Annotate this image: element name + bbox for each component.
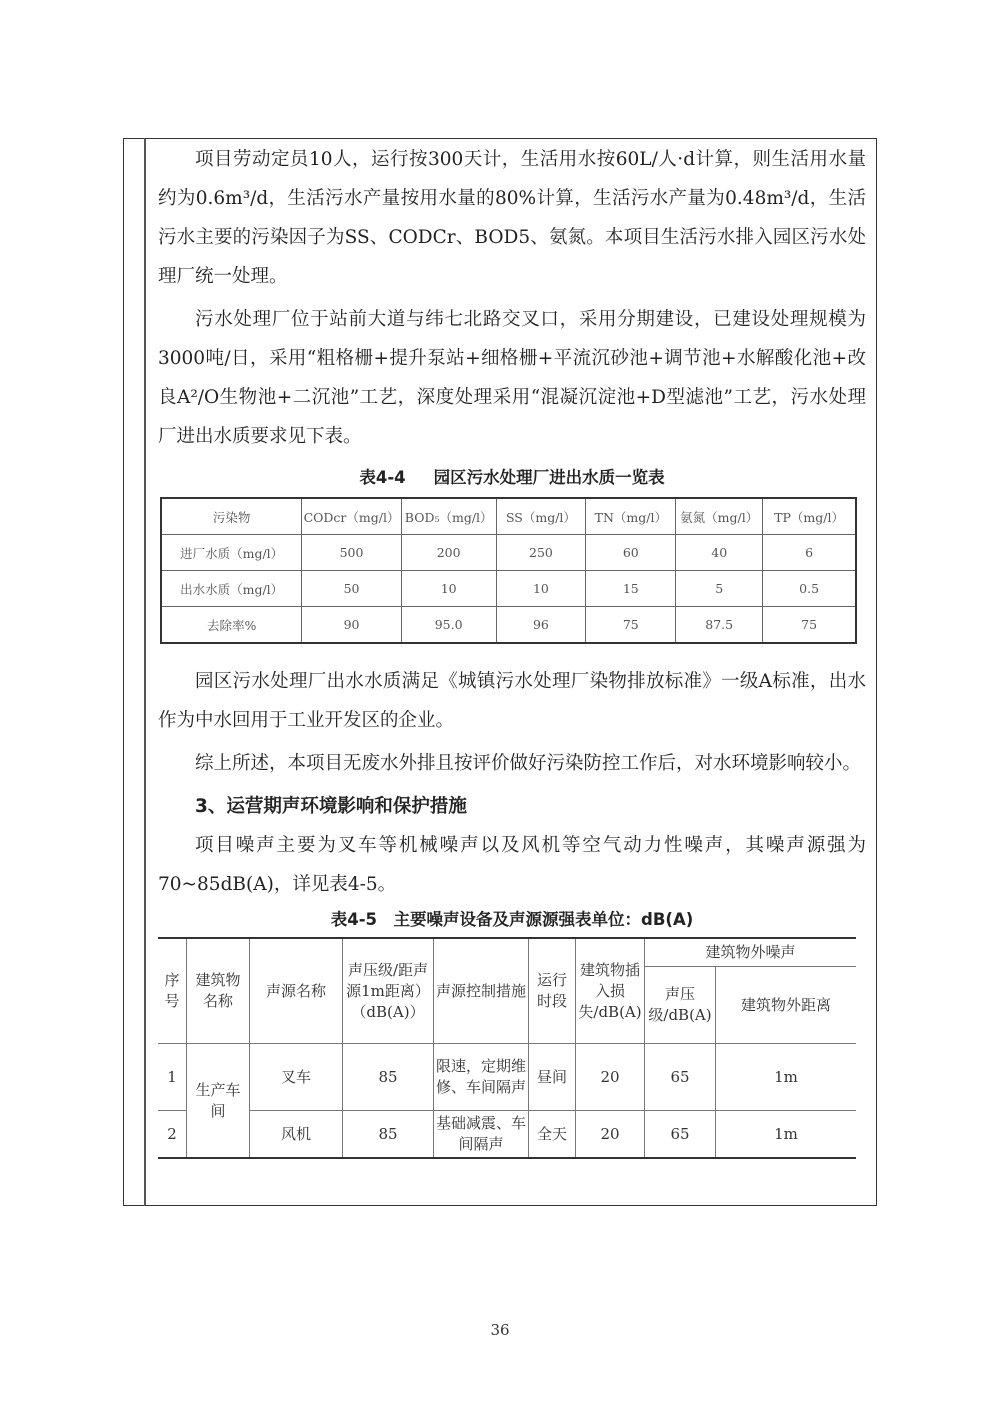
header-cell-source: 声源名称 bbox=[250, 938, 343, 1044]
header-cell: 污染物 bbox=[161, 498, 302, 535]
header-cell-period: 运行时段 bbox=[529, 938, 576, 1044]
table-4-4-title: 园区污水处理厂进出水质一览表 bbox=[433, 468, 665, 487]
table-cell: 250 bbox=[496, 535, 586, 571]
table-cell: 95.0 bbox=[401, 607, 496, 644]
cell-no: 1 bbox=[158, 1044, 187, 1111]
cell-out-dist: 1m bbox=[716, 1044, 857, 1111]
table-header-row bbox=[158, 938, 856, 967]
table-cell: 87.5 bbox=[676, 607, 763, 644]
document-content bbox=[158, 140, 866, 1159]
section-heading-noise: 3、运营期声环境影响和保护措施 bbox=[195, 796, 467, 817]
cell-loss: 20 bbox=[576, 1111, 645, 1159]
table-cell: 200 bbox=[401, 535, 496, 571]
table-row bbox=[161, 535, 856, 571]
page-number: 36 bbox=[490, 1321, 510, 1339]
table-cell: 0.5 bbox=[763, 571, 856, 607]
row-label: 进厂水质（mg/l） bbox=[161, 535, 302, 571]
header-cell-no: 序号 bbox=[158, 938, 187, 1044]
table-cell: 500 bbox=[302, 535, 402, 571]
header-cell-building: 建筑物名称 bbox=[187, 938, 250, 1044]
cell-building: 生产车间 bbox=[187, 1044, 250, 1159]
header-cell: SS（mg/l） bbox=[496, 498, 586, 535]
table-row bbox=[158, 1111, 856, 1159]
cell-spl: 85 bbox=[343, 1044, 434, 1111]
table-cell: 5 bbox=[676, 571, 763, 607]
header-cell-outside: 建筑物外噪声 bbox=[645, 938, 857, 967]
header-cell: TP（mg/l） bbox=[763, 498, 856, 535]
table-cell: 6 bbox=[763, 535, 856, 571]
table-cell: 40 bbox=[676, 535, 763, 571]
header-cell-out-spl: 声压级/dB(A) bbox=[645, 967, 716, 1044]
paragraph-treatment-plant: 污水处理厂位于站前大道与纬七北路交叉口，采用分期建设，已建设处理规模为3000吨/日，采用“粗格栅+提升泵站+细格栅+平流沉砂池+调节池+水解酸化池+改良A²/O生物池+二沉池”工艺，深度处理采用“混凝沉淀池+D型滤池”工艺，污水处理厂进出水质要求见下表。 bbox=[158, 309, 866, 447]
table-cell: 90 bbox=[302, 607, 402, 644]
table-cell: 75 bbox=[763, 607, 856, 644]
row-label: 去除率% bbox=[161, 607, 302, 644]
cell-period: 全天 bbox=[529, 1111, 576, 1159]
noise-source-table bbox=[158, 937, 856, 1159]
paragraph-noise-sources: 项目噪声主要为叉车等机械噪声以及风机等空气动力性噪声，其噪声源强为70~85dB(A)，详见表4-5。 bbox=[158, 835, 866, 895]
cell-spl: 85 bbox=[343, 1111, 434, 1159]
cell-source: 风机 bbox=[250, 1111, 343, 1159]
header-cell: CODcr（mg/l） bbox=[302, 498, 402, 535]
cell-period: 昼间 bbox=[529, 1044, 576, 1111]
cell-control: 基础减震、车间隔声 bbox=[434, 1111, 529, 1159]
table-cell: 10 bbox=[496, 571, 586, 607]
frame-divider bbox=[144, 138, 146, 1206]
cell-control: 限速，定期维修、车间隔声 bbox=[434, 1044, 529, 1111]
table-cell: 50 bbox=[302, 571, 402, 607]
header-cell: TN（mg/l） bbox=[586, 498, 676, 535]
header-cell-out-dist: 建筑物外距离 bbox=[716, 967, 857, 1044]
table-row bbox=[161, 571, 856, 607]
paragraph-domestic-water: 项目劳动定员10人，运行按300天计，生活用水按60L/人·d计算，则生活用水量约为0.6m³/d，生活污水产量按用水量的80%计算，生活污水产量为0.48m³/d，生活污水主要的污染因子为SS、CODCr、BOD5、氨氮。本项目生活污水排入园区污水处理厂统一处理。 bbox=[158, 149, 866, 287]
table-cell: 60 bbox=[586, 535, 676, 571]
cell-source: 叉车 bbox=[250, 1044, 343, 1111]
table-4-4-caption bbox=[158, 464, 866, 492]
cell-out-spl: 65 bbox=[645, 1044, 716, 1111]
header-cell-spl: 声压级/距声源1m距离）（dB(A)） bbox=[343, 938, 434, 1044]
table-row bbox=[161, 607, 856, 644]
water-quality-table bbox=[160, 497, 857, 644]
paragraph-effluent-standard: 园区污水处理厂出水水质满足《城镇污水处理厂染物排放标准》一级A标准，出水作为中水回用于工业开发区的企业。 bbox=[158, 671, 866, 731]
table-header-row bbox=[161, 498, 856, 535]
table-4-4-number: 表4-4 bbox=[359, 468, 406, 487]
cell-loss: 20 bbox=[576, 1044, 645, 1111]
paragraph-conclusion: 综上所述，本项目无废水外排且按评价做好污染防控工作后，对水环境影响较小。 bbox=[195, 753, 862, 774]
header-cell-control: 声源控制措施 bbox=[434, 938, 529, 1044]
cell-out-dist: 1m bbox=[716, 1111, 857, 1159]
header-cell-loss: 建筑物插入损失/dB(A) bbox=[576, 938, 645, 1044]
cell-out-spl: 65 bbox=[645, 1111, 716, 1159]
table-row bbox=[158, 1044, 856, 1111]
table-4-5-caption: 表4-5 主要噪声设备及声源源强表单位：dB(A) bbox=[330, 910, 694, 929]
header-cell: BOD₅（mg/l） bbox=[401, 498, 496, 535]
header-cell: 氨氮（mg/l） bbox=[676, 498, 763, 535]
table-cell: 10 bbox=[401, 571, 496, 607]
table-cell: 15 bbox=[586, 571, 676, 607]
table-cell: 75 bbox=[586, 607, 676, 644]
table-cell: 96 bbox=[496, 607, 586, 644]
row-label: 出水水质（mg/l） bbox=[161, 571, 302, 607]
cell-no: 2 bbox=[158, 1111, 187, 1159]
